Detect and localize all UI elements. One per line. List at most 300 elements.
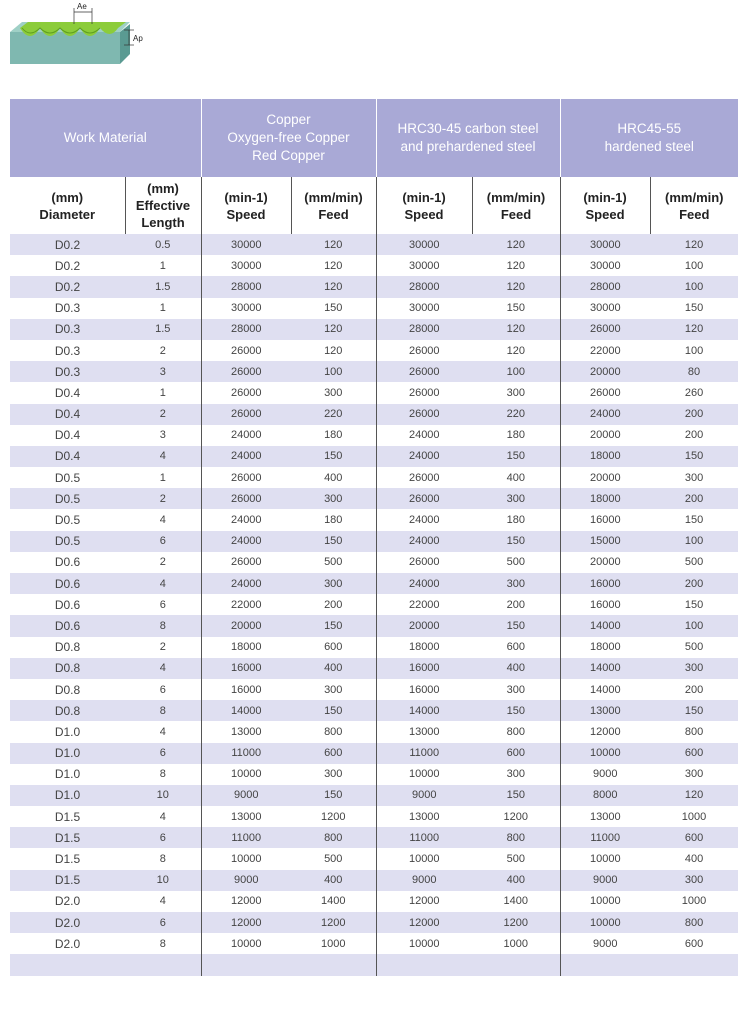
value-cell: 18000 <box>376 637 472 658</box>
value-cell: 8000 <box>560 785 650 806</box>
table-row <box>10 933 738 954</box>
value-cell: 26000 <box>560 319 650 340</box>
diameter-cell: D1.0 <box>10 721 125 742</box>
cutting-diagram-illustration <box>0 0 160 80</box>
diameter-cell: D0.6 <box>10 573 125 594</box>
value-cell: 16000 <box>201 679 291 700</box>
value-cell: 28000 <box>376 276 472 297</box>
diameter-cell: D0.4 <box>10 382 125 403</box>
value-cell: 26000 <box>376 404 472 425</box>
column-unit: (mm/min) <box>486 189 546 205</box>
value-cell: 20000 <box>560 425 650 446</box>
value-cell: 9000 <box>560 933 650 954</box>
value-cell: 300 <box>650 467 738 488</box>
column-header <box>376 177 472 234</box>
value-cell: 300 <box>291 764 376 785</box>
value-cell: 300 <box>472 679 560 700</box>
value-cell: 26000 <box>560 382 650 403</box>
diameter-cell: D0.5 <box>10 509 125 530</box>
value-cell: 120 <box>650 785 738 806</box>
value-cell: 8 <box>125 848 201 869</box>
table-row <box>10 785 738 806</box>
value-cell: 500 <box>472 552 560 573</box>
table-row <box>10 319 738 340</box>
value-cell: 150 <box>291 531 376 552</box>
empty-cell <box>10 954 125 976</box>
value-cell: 16000 <box>376 658 472 679</box>
value-cell: 150 <box>291 298 376 319</box>
table-row <box>10 658 738 679</box>
value-cell: 600 <box>650 743 738 764</box>
ap-label: Ap <box>133 34 143 43</box>
value-cell: 13000 <box>560 700 650 721</box>
value-cell: 500 <box>291 848 376 869</box>
value-cell: 26000 <box>201 467 291 488</box>
value-cell: 1 <box>125 467 201 488</box>
value-cell: 80 <box>650 361 738 382</box>
diameter-cell: D0.8 <box>10 658 125 679</box>
value-cell: 24000 <box>560 404 650 425</box>
value-cell: 18000 <box>560 446 650 467</box>
value-cell: 13000 <box>376 721 472 742</box>
table-row <box>10 467 738 488</box>
value-cell: 12000 <box>376 912 472 933</box>
value-cell: 4 <box>125 573 201 594</box>
material-name-line: hardened steel <box>604 139 694 154</box>
value-cell: 4 <box>125 509 201 530</box>
value-cell: 600 <box>650 933 738 954</box>
table-row <box>10 806 738 827</box>
value-cell: 800 <box>650 721 738 742</box>
value-cell: 400 <box>291 870 376 891</box>
value-cell: 150 <box>291 785 376 806</box>
table-row <box>10 679 738 700</box>
diameter-cell: D0.6 <box>10 552 125 573</box>
material-name-line: Oxygen-free Copper <box>227 130 350 145</box>
value-cell: 120 <box>472 255 560 276</box>
table-row <box>10 700 738 721</box>
column-header <box>650 177 738 234</box>
diameter-cell: D2.0 <box>10 891 125 912</box>
value-cell: 26000 <box>201 382 291 403</box>
value-cell: 500 <box>650 552 738 573</box>
value-cell: 26000 <box>201 340 291 361</box>
value-cell: 13000 <box>201 806 291 827</box>
value-cell: 26000 <box>376 552 472 573</box>
material-name-line: Copper <box>266 112 311 127</box>
value-cell: 120 <box>291 255 376 276</box>
table-row <box>10 615 738 636</box>
value-cell: 8 <box>125 615 201 636</box>
value-cell: 26000 <box>376 340 472 361</box>
value-cell: 30000 <box>201 255 291 276</box>
empty-cell <box>472 954 560 976</box>
table-row <box>10 764 738 785</box>
table-row <box>10 827 738 848</box>
value-cell: 2 <box>125 552 201 573</box>
table-row <box>10 404 738 425</box>
column-name: Feed <box>679 206 710 222</box>
value-cell: 30000 <box>376 255 472 276</box>
value-cell: 1200 <box>472 912 560 933</box>
material-header-row <box>10 99 738 177</box>
value-cell: 26000 <box>376 467 472 488</box>
diameter-cell: D0.5 <box>10 531 125 552</box>
table-row <box>10 509 738 530</box>
value-cell: 1000 <box>291 933 376 954</box>
value-cell: 9000 <box>201 870 291 891</box>
value-cell: 13000 <box>376 806 472 827</box>
column-header <box>201 177 291 234</box>
value-cell: 120 <box>291 319 376 340</box>
value-cell: 150 <box>650 298 738 319</box>
value-cell: 30000 <box>560 234 650 255</box>
value-cell: 200 <box>650 404 738 425</box>
value-cell: 150 <box>472 446 560 467</box>
value-cell: 6 <box>125 594 201 615</box>
diameter-cell: D0.8 <box>10 700 125 721</box>
value-cell: 150 <box>472 700 560 721</box>
value-cell: 22000 <box>376 594 472 615</box>
value-cell: 11000 <box>201 743 291 764</box>
value-cell: 10000 <box>560 848 650 869</box>
value-cell: 28000 <box>201 276 291 297</box>
diameter-cell: D1.5 <box>10 806 125 827</box>
table-row <box>10 488 738 509</box>
value-cell: 300 <box>291 382 376 403</box>
value-cell: 20000 <box>376 615 472 636</box>
value-cell: 30000 <box>560 298 650 319</box>
column-unit: (min-1) <box>402 189 446 205</box>
diameter-cell: D0.8 <box>10 637 125 658</box>
table-row <box>10 531 738 552</box>
value-cell: 1 <box>125 298 201 319</box>
value-cell: 11000 <box>376 743 472 764</box>
value-cell: 8 <box>125 700 201 721</box>
table-row <box>10 870 738 891</box>
value-cell: 20000 <box>201 615 291 636</box>
unit-header-row <box>10 177 738 234</box>
material-name-line: HRC30-45 carbon steel <box>397 121 539 136</box>
value-cell: 1200 <box>472 806 560 827</box>
value-cell: 500 <box>650 637 738 658</box>
value-cell: 22000 <box>201 594 291 615</box>
value-cell: 1000 <box>650 891 738 912</box>
value-cell: 300 <box>291 488 376 509</box>
value-cell: 150 <box>291 615 376 636</box>
value-cell: 24000 <box>376 509 472 530</box>
value-cell: 120 <box>291 276 376 297</box>
column-header <box>10 177 125 234</box>
value-cell: 6 <box>125 679 201 700</box>
value-cell: 2 <box>125 340 201 361</box>
value-cell: 16000 <box>560 594 650 615</box>
empty-cell <box>291 954 376 976</box>
value-cell: 150 <box>472 785 560 806</box>
value-cell: 150 <box>472 615 560 636</box>
diameter-cell: D0.5 <box>10 467 125 488</box>
diameter-cell: D2.0 <box>10 933 125 954</box>
value-cell: 11000 <box>560 827 650 848</box>
value-cell: 9000 <box>201 785 291 806</box>
table-row <box>10 891 738 912</box>
value-cell: 100 <box>650 340 738 361</box>
value-cell: 300 <box>472 764 560 785</box>
value-cell: 1400 <box>472 891 560 912</box>
value-cell: 300 <box>650 658 738 679</box>
column-unit: (mm/min) <box>304 189 363 205</box>
value-cell: 30000 <box>376 298 472 319</box>
value-cell: 4 <box>125 806 201 827</box>
value-cell: 300 <box>472 488 560 509</box>
value-cell: 0.5 <box>125 234 201 255</box>
value-cell: 18000 <box>201 637 291 658</box>
value-cell: 18000 <box>560 637 650 658</box>
value-cell: 150 <box>291 446 376 467</box>
value-cell: 26000 <box>376 382 472 403</box>
value-cell: 28000 <box>560 276 650 297</box>
value-cell: 14000 <box>376 700 472 721</box>
value-cell: 600 <box>472 637 560 658</box>
value-cell: 220 <box>472 404 560 425</box>
material-header-cell <box>560 99 738 177</box>
table-row <box>10 382 738 403</box>
table-row <box>10 743 738 764</box>
column-unit: (mm/min) <box>665 189 724 205</box>
table-row <box>10 573 738 594</box>
diameter-cell: D0.4 <box>10 425 125 446</box>
value-cell: 120 <box>472 276 560 297</box>
value-cell: 300 <box>472 382 560 403</box>
column-header <box>472 177 560 234</box>
table-row <box>10 721 738 742</box>
value-cell: 150 <box>650 594 738 615</box>
value-cell: 12000 <box>376 891 472 912</box>
table-row <box>10 298 738 319</box>
empty-cell <box>650 954 738 976</box>
column-unit: (min-1) <box>583 189 627 205</box>
diameter-cell: D0.3 <box>10 298 125 319</box>
diameter-cell: D1.0 <box>10 764 125 785</box>
value-cell: 30000 <box>560 255 650 276</box>
value-cell: 500 <box>472 848 560 869</box>
value-cell: 4 <box>125 658 201 679</box>
value-cell: 1 <box>125 255 201 276</box>
table-body <box>10 234 738 976</box>
column-unit: (mm) <box>51 189 84 205</box>
table-row <box>10 255 738 276</box>
material-header-cell <box>10 99 201 177</box>
value-cell: 10000 <box>201 933 291 954</box>
material-name-line: Work Material <box>63 130 147 145</box>
value-cell: 14000 <box>560 658 650 679</box>
diameter-cell: D0.4 <box>10 446 125 467</box>
diameter-cell: D0.3 <box>10 361 125 382</box>
value-cell: 6 <box>125 827 201 848</box>
value-cell: 10000 <box>201 848 291 869</box>
value-cell: 30000 <box>376 234 472 255</box>
value-cell: 9000 <box>560 764 650 785</box>
value-cell: 150 <box>472 298 560 319</box>
value-cell: 300 <box>291 679 376 700</box>
value-cell: 14000 <box>560 615 650 636</box>
diameter-cell: D0.3 <box>10 340 125 361</box>
diameter-cell: D0.2 <box>10 234 125 255</box>
value-cell: 2 <box>125 637 201 658</box>
value-cell: 16000 <box>560 573 650 594</box>
value-cell: 26000 <box>376 488 472 509</box>
value-cell: 6 <box>125 743 201 764</box>
value-cell: 600 <box>291 637 376 658</box>
value-cell: 11000 <box>376 827 472 848</box>
value-cell: 30000 <box>201 298 291 319</box>
table-row <box>10 912 738 933</box>
value-cell: 400 <box>291 467 376 488</box>
value-cell: 800 <box>650 912 738 933</box>
value-cell: 20000 <box>560 361 650 382</box>
table-row <box>10 848 738 869</box>
value-cell: 15000 <box>560 531 650 552</box>
column-name: Feed <box>318 206 349 222</box>
value-cell: 800 <box>291 827 376 848</box>
table-row <box>10 340 738 361</box>
value-cell: 24000 <box>201 531 291 552</box>
material-name-line: Red Copper <box>252 148 325 163</box>
value-cell: 10 <box>125 870 201 891</box>
value-cell: 22000 <box>560 340 650 361</box>
value-cell: 10000 <box>560 743 650 764</box>
column-header <box>291 177 376 234</box>
value-cell: 400 <box>650 848 738 869</box>
value-cell: 800 <box>291 721 376 742</box>
value-cell: 24000 <box>376 446 472 467</box>
empty-cell <box>125 954 201 976</box>
value-cell: 150 <box>291 700 376 721</box>
value-cell: 120 <box>472 340 560 361</box>
table-row <box>10 276 738 297</box>
value-cell: 200 <box>472 594 560 615</box>
diameter-cell: D0.6 <box>10 615 125 636</box>
material-header-cell <box>376 99 560 177</box>
value-cell: 30000 <box>201 234 291 255</box>
value-cell: 200 <box>650 679 738 700</box>
material-header-cell <box>201 99 376 177</box>
empty-cell <box>560 954 650 976</box>
value-cell: 13000 <box>201 721 291 742</box>
value-cell: 400 <box>472 467 560 488</box>
value-cell: 16000 <box>376 679 472 700</box>
value-cell: 400 <box>291 658 376 679</box>
value-cell: 28000 <box>201 319 291 340</box>
value-cell: 10000 <box>376 764 472 785</box>
diameter-cell: D1.5 <box>10 827 125 848</box>
table-row <box>10 425 738 446</box>
value-cell: 100 <box>650 255 738 276</box>
diameter-cell: D0.8 <box>10 679 125 700</box>
table-row <box>10 234 738 255</box>
diameter-cell: D0.5 <box>10 488 125 509</box>
value-cell: 1000 <box>472 933 560 954</box>
value-cell: 26000 <box>201 361 291 382</box>
value-cell: 14000 <box>560 679 650 700</box>
column-name: Length <box>141 215 185 230</box>
value-cell: 800 <box>472 721 560 742</box>
value-cell: 20000 <box>560 552 650 573</box>
value-cell: 10000 <box>376 933 472 954</box>
value-cell: 10000 <box>560 912 650 933</box>
value-cell: 180 <box>291 509 376 530</box>
column-name: Feed <box>500 206 532 222</box>
column-unit: (mm) <box>147 181 179 196</box>
value-cell: 12000 <box>560 721 650 742</box>
value-cell: 6 <box>125 912 201 933</box>
material-name-line: HRC45-55 <box>617 121 682 136</box>
value-cell: 10000 <box>560 891 650 912</box>
value-cell: 180 <box>472 425 560 446</box>
empty-cell <box>201 954 291 976</box>
value-cell: 400 <box>472 870 560 891</box>
value-cell: 26000 <box>376 361 472 382</box>
value-cell: 300 <box>291 573 376 594</box>
diameter-cell: D0.3 <box>10 319 125 340</box>
table-row <box>10 552 738 573</box>
value-cell: 1.5 <box>125 319 201 340</box>
value-cell: 26000 <box>201 552 291 573</box>
value-cell: 600 <box>650 827 738 848</box>
column-unit: (min-1) <box>224 189 268 205</box>
value-cell: 24000 <box>376 531 472 552</box>
value-cell: 800 <box>472 827 560 848</box>
value-cell: 10000 <box>201 764 291 785</box>
diameter-cell: D0.2 <box>10 276 125 297</box>
column-name: Diameter <box>39 206 96 222</box>
value-cell: 8 <box>125 933 201 954</box>
value-cell: 220 <box>291 404 376 425</box>
diameter-cell: D1.5 <box>10 848 125 869</box>
ae-label: Ae <box>77 2 87 11</box>
value-cell: 200 <box>650 573 738 594</box>
value-cell: 28000 <box>376 319 472 340</box>
value-cell: 180 <box>472 509 560 530</box>
value-cell: 1.5 <box>125 276 201 297</box>
value-cell: 24000 <box>376 573 472 594</box>
value-cell: 16000 <box>560 509 650 530</box>
value-cell: 26000 <box>201 488 291 509</box>
value-cell: 120 <box>650 319 738 340</box>
column-name: Speed <box>585 206 625 222</box>
value-cell: 500 <box>291 552 376 573</box>
column-header <box>560 177 650 234</box>
value-cell: 4 <box>125 721 201 742</box>
value-cell: 120 <box>472 234 560 255</box>
value-cell: 150 <box>650 446 738 467</box>
value-cell: 260 <box>650 382 738 403</box>
column-name: Speed <box>404 206 444 222</box>
value-cell: 9000 <box>376 870 472 891</box>
value-cell: 120 <box>291 234 376 255</box>
blank-row <box>10 954 738 976</box>
value-cell: 180 <box>291 425 376 446</box>
table-row <box>10 446 738 467</box>
diameter-cell: D0.6 <box>10 594 125 615</box>
value-cell: 100 <box>650 531 738 552</box>
value-cell: 20000 <box>560 467 650 488</box>
value-cell: 10 <box>125 785 201 806</box>
value-cell: 8 <box>125 764 201 785</box>
value-cell: 150 <box>472 531 560 552</box>
value-cell: 100 <box>472 361 560 382</box>
value-cell: 200 <box>650 425 738 446</box>
